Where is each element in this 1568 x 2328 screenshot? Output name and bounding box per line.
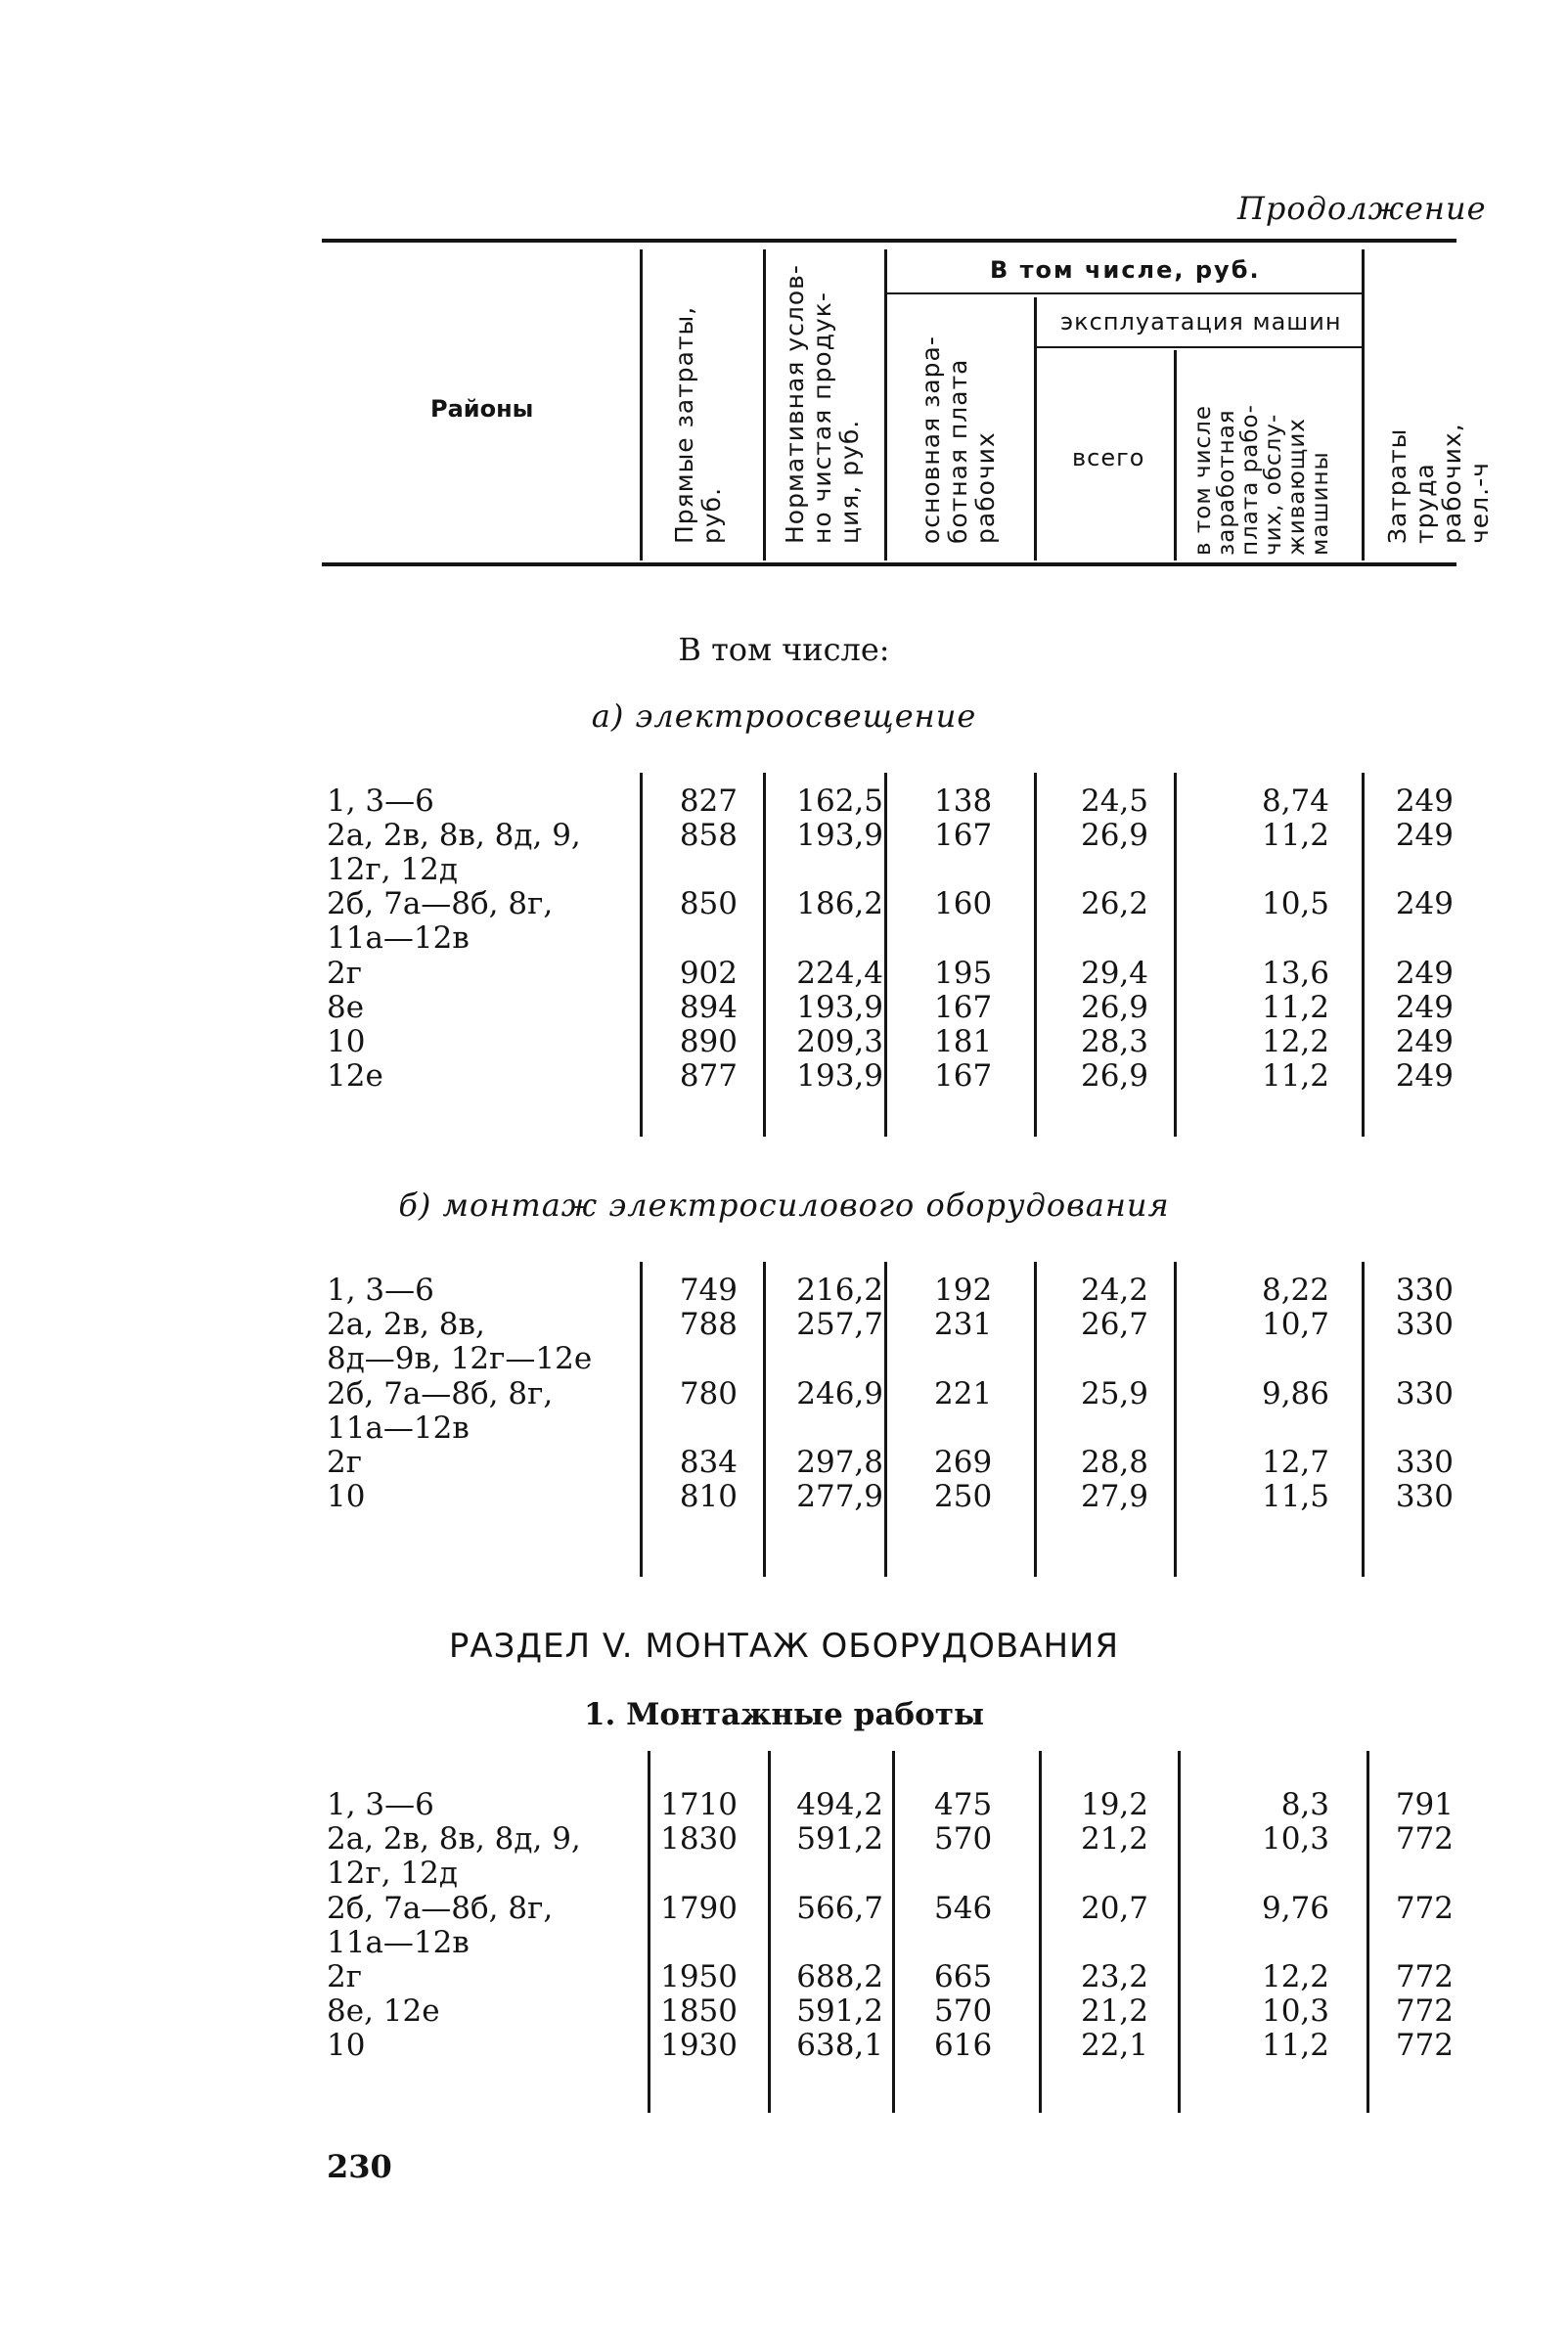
table-c-divider-2 (768, 1751, 771, 2113)
cell-col-1: 780 (679, 1376, 738, 1411)
cell-col-2: 216,2 (796, 1273, 883, 1308)
table-c-divider-3 (892, 1751, 895, 2113)
cell-col-5: 11,2 (1261, 818, 1329, 853)
cell-col-1: 1790 (660, 1891, 738, 1926)
table-b-divider-5 (1174, 1262, 1177, 1577)
cell-col-6: 330 (1395, 1307, 1454, 1342)
cell-col-6: 330 (1395, 1273, 1454, 1308)
header-divider-4 (1034, 297, 1037, 560)
cell-col-2: 209,3 (796, 1024, 883, 1059)
continuation-label: Продолжение (1237, 190, 1487, 227)
header-divider-2 (763, 249, 766, 560)
cell-col-4: 23,2 (1080, 1959, 1148, 1994)
cell-col-4: 26,7 (1080, 1307, 1148, 1342)
cell-col-1: 834 (679, 1445, 738, 1480)
cell-col-4: 19,2 (1080, 1787, 1148, 1822)
cell-col-4: 28,8 (1080, 1445, 1148, 1480)
table-a-divider-1 (640, 773, 643, 1137)
cell-col-1: 1950 (660, 1959, 738, 1994)
razdel-title: РАЗДЕЛ V. МОНТАЖ ОБОРУДОВАНИЯ (448, 1627, 1120, 1666)
header-v-tom-chisle: В том числе, руб. (990, 256, 1261, 284)
cell-col-2: 638,1 (796, 2028, 883, 2063)
cell-col-2: 193,9 (796, 818, 883, 853)
cell-col-3: 570 (934, 1993, 993, 2029)
header-normativnaya-produktsiya: Нормативная услов- но чистая продук- ция, руб. (781, 264, 864, 544)
cell-col-3: 167 (934, 1058, 993, 1094)
header-vsego: всего (1072, 444, 1145, 471)
montazh-title: 1. Монтажные работы (583, 1697, 985, 1732)
cell-col-1: 1930 (660, 2028, 738, 2063)
cell-col-3: 167 (934, 818, 993, 853)
cell-col-6: 330 (1395, 1376, 1454, 1411)
cell-col-3: 546 (934, 1891, 993, 1926)
cell-col-3: 269 (934, 1445, 993, 1480)
ekspluatatsiya-rule (1035, 346, 1362, 348)
cell-col-5: 12,7 (1261, 1445, 1329, 1480)
cell-col-5: 10,5 (1261, 886, 1329, 921)
row-label: 2г (327, 956, 362, 991)
cell-col-1: 749 (679, 1273, 738, 1308)
cell-col-6: 249 (1395, 1024, 1454, 1059)
cell-col-2: 566,7 (796, 1891, 883, 1926)
cell-col-5: 11,5 (1261, 1479, 1329, 1514)
row-label: 1, 3—6 (327, 1273, 434, 1308)
cell-col-2: 688,2 (796, 1959, 883, 1994)
cell-col-1: 810 (679, 1479, 738, 1514)
header-zatraty-truda: Затраты труда рабочих, чел.-ч (1383, 423, 1494, 544)
cell-col-6: 330 (1395, 1479, 1454, 1514)
cell-col-1: 1710 (660, 1787, 738, 1822)
cell-col-3: 475 (934, 1787, 993, 1822)
cell-col-5: 10,3 (1261, 1993, 1329, 2029)
cell-col-4: 20,7 (1080, 1891, 1148, 1926)
cell-col-4: 22,1 (1080, 2028, 1148, 2063)
cell-col-6: 772 (1395, 1959, 1454, 1994)
cell-col-5: 11,2 (1261, 1058, 1329, 1094)
cell-col-2: 186,2 (796, 886, 883, 921)
cell-col-5: 8,22 (1261, 1273, 1329, 1308)
table-a-divider-5 (1174, 773, 1177, 1137)
cell-col-6: 772 (1395, 2028, 1454, 2063)
table-c-divider-5 (1178, 1751, 1181, 2113)
cell-col-2: 591,2 (796, 1993, 883, 2029)
cell-col-6: 249 (1395, 990, 1454, 1025)
cell-col-5: 8,74 (1261, 783, 1329, 819)
cell-col-6: 772 (1395, 1821, 1454, 1857)
header-raiony: Районы (430, 395, 534, 423)
cell-col-2: 193,9 (796, 990, 883, 1025)
cell-col-6: 330 (1395, 1445, 1454, 1480)
header-divider-5 (1174, 350, 1177, 560)
cell-col-2: 494,2 (796, 1787, 883, 1822)
v-tom-chisle-rule (884, 292, 1362, 294)
cell-col-3: 138 (934, 783, 993, 819)
cell-col-5: 12,2 (1261, 1024, 1329, 1059)
cell-col-1: 1850 (660, 1993, 738, 2029)
cell-col-6: 772 (1395, 1993, 1454, 2029)
row-label: 8е, 12е (327, 1993, 440, 2029)
table-a-divider-4 (1034, 773, 1037, 1137)
cell-col-1: 788 (679, 1307, 738, 1342)
cell-col-2: 297,8 (796, 1445, 883, 1480)
cell-col-2: 246,9 (796, 1376, 883, 1411)
table-b-divider-3 (884, 1262, 887, 1577)
cell-col-5: 13,6 (1261, 956, 1329, 991)
row-label: 1, 3—6 (327, 783, 434, 819)
section-b-title: б) монтаж электросилового оборудования (398, 1186, 1170, 1224)
header-bottom-rule (322, 562, 1456, 566)
header-divider-6 (1362, 249, 1365, 560)
cell-col-1: 858 (679, 818, 738, 853)
row-label: 1, 3—6 (327, 1787, 434, 1822)
cell-col-1: 827 (679, 783, 738, 819)
row-label: 2г (327, 1445, 362, 1480)
cell-col-1: 1830 (660, 1821, 738, 1857)
cell-col-6: 249 (1395, 1058, 1454, 1094)
cell-col-2: 277,9 (796, 1479, 883, 1514)
table-a-divider-2 (763, 773, 766, 1137)
cell-col-1: 877 (679, 1058, 738, 1094)
cell-col-6: 249 (1395, 818, 1454, 853)
cell-col-2: 224,4 (796, 956, 883, 991)
header-divider-3 (884, 249, 887, 560)
cell-col-4: 24,5 (1080, 783, 1148, 819)
table-c-divider-6 (1366, 1751, 1369, 2113)
cell-col-5: 11,2 (1261, 2028, 1329, 2063)
cell-col-5: 9,76 (1261, 1891, 1329, 1926)
cell-col-5: 9,86 (1261, 1376, 1329, 1411)
cell-col-3: 192 (934, 1273, 993, 1308)
row-label: 10 (327, 2028, 366, 2063)
cell-col-3: 616 (934, 2028, 993, 2063)
cell-col-2: 162,5 (796, 783, 883, 819)
cell-col-3: 160 (934, 886, 993, 921)
cell-col-5: 10,3 (1261, 1821, 1329, 1857)
row-label: 8е (327, 990, 365, 1025)
cell-col-4: 24,2 (1080, 1273, 1148, 1308)
cell-col-4: 29,4 (1080, 956, 1148, 991)
cell-col-6: 249 (1395, 886, 1454, 921)
row-label: 2б, 7а—8б, 8г, 11а—12в (327, 1891, 554, 1960)
cell-col-2: 193,9 (796, 1058, 883, 1094)
table-a-divider-3 (884, 773, 887, 1137)
table-c-divider-1 (648, 1751, 650, 2113)
header-ekspluatatsiya-mashin: эксплуатация машин (1060, 308, 1342, 336)
cell-col-4: 25,9 (1080, 1376, 1148, 1411)
table-b-divider-6 (1362, 1262, 1365, 1577)
page-number: 230 (327, 2148, 392, 2185)
cell-col-5: 10,7 (1261, 1307, 1329, 1342)
table-b-divider-4 (1034, 1262, 1037, 1577)
cell-col-4: 27,9 (1080, 1479, 1148, 1514)
cell-col-1: 894 (679, 990, 738, 1025)
cell-col-4: 26,2 (1080, 886, 1148, 921)
cell-col-3: 570 (934, 1821, 993, 1857)
cell-col-2: 591,2 (796, 1821, 883, 1857)
cell-col-1: 890 (679, 1024, 738, 1059)
cell-col-3: 231 (934, 1307, 993, 1342)
cell-col-1: 902 (679, 956, 738, 991)
cell-col-5: 11,2 (1261, 990, 1329, 1025)
row-label: 10 (327, 1024, 366, 1059)
header-divider-1 (640, 249, 643, 560)
cell-col-3: 181 (934, 1024, 993, 1059)
cell-col-1: 850 (679, 886, 738, 921)
cell-col-6: 249 (1395, 783, 1454, 819)
row-label: 2г (327, 1959, 362, 1994)
cell-col-5: 12,2 (1261, 1959, 1329, 1994)
header-v-tom-chisle-zarplata: в том числе заработная плата рабо- чих, обслу- живающих машины (1190, 404, 1333, 556)
row-label: 2а, 2в, 8в, 8д, 9, 12г, 12д (327, 1821, 581, 1891)
cell-col-3: 167 (934, 990, 993, 1025)
row-label: 2б, 7а—8б, 8г, 11а—12в (327, 1376, 554, 1446)
row-label: 2а, 2в, 8в, 8д, 9, 12г, 12д (327, 818, 581, 887)
cell-col-5: 8,3 (1280, 1787, 1329, 1822)
row-label: 10 (327, 1479, 366, 1514)
cell-col-4: 28,3 (1080, 1024, 1148, 1059)
row-label: 2а, 2в, 8в, 8д—9в, 12г—12е (327, 1307, 593, 1376)
section-a-title: а) электроосвещение (591, 697, 977, 735)
row-label: 2б, 7а—8б, 8г, 11а—12в (327, 886, 554, 956)
cell-col-6: 249 (1395, 956, 1454, 991)
cell-col-6: 791 (1395, 1787, 1454, 1822)
table-a-divider-6 (1362, 773, 1365, 1137)
cell-col-4: 26,9 (1080, 1058, 1148, 1094)
cell-col-3: 250 (934, 1479, 993, 1514)
v-tom-chisle-heading: В том числе: (678, 631, 890, 668)
table-b-divider-2 (763, 1262, 766, 1577)
table-c-divider-4 (1039, 1751, 1042, 2113)
cell-col-4: 26,9 (1080, 990, 1148, 1025)
header-osnovnaya-zarplata: основная зара- ботная плата рабочих (917, 336, 1000, 544)
cell-col-3: 221 (934, 1376, 993, 1411)
cell-col-4: 21,2 (1080, 1993, 1148, 2029)
row-label: 12е (327, 1058, 383, 1094)
header-top-rule (322, 239, 1456, 243)
cell-col-4: 26,9 (1080, 818, 1148, 853)
table-b-divider-1 (640, 1262, 643, 1577)
cell-col-6: 772 (1395, 1891, 1454, 1926)
cell-col-3: 665 (934, 1959, 993, 1994)
cell-col-4: 21,2 (1080, 1821, 1148, 1857)
cell-col-2: 257,7 (796, 1307, 883, 1342)
cell-col-3: 195 (934, 956, 993, 991)
header-pryamye-zatraty: Прямые затраты, руб. (670, 305, 726, 544)
